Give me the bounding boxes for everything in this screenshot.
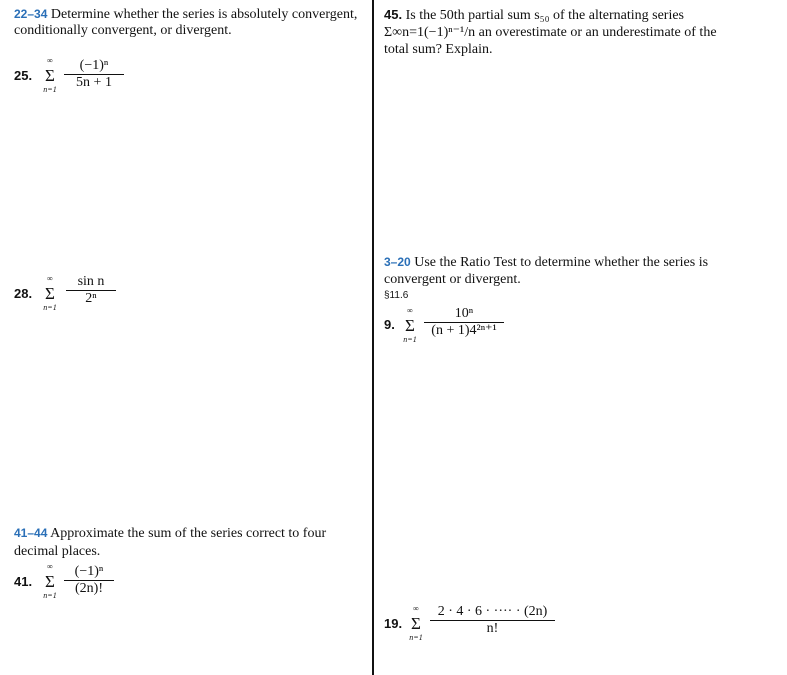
- numerator: (−1)ⁿ: [74, 564, 104, 579]
- column-divider: [372, 0, 374, 675]
- fraction: [64, 58, 124, 91]
- denominator: 2ⁿ: [85, 291, 97, 306]
- numerator: 10ⁿ: [454, 306, 474, 321]
- section-reference: §11.6: [384, 290, 409, 301]
- sum-lower-limit: n=1: [43, 591, 57, 600]
- denominator: n!: [486, 621, 499, 636]
- sum-upper-limit: ∞: [407, 306, 413, 315]
- section-range: 3–20: [384, 255, 411, 269]
- section-text: Use the Ratio Test to determine whether the series is convergent or divergent.: [384, 255, 709, 287]
- sum-upper-limit: ∞: [47, 562, 53, 571]
- problem-number: 45.: [384, 7, 403, 22]
- sum-upper-limit: ∞: [413, 604, 419, 613]
- sum-upper-limit: ∞: [47, 274, 53, 283]
- sum-lower-limit: n=1: [409, 633, 423, 642]
- section-range: 22–34: [14, 7, 48, 21]
- section-22-34-instructions: [14, 6, 364, 39]
- fraction: [430, 604, 555, 637]
- numerator: (−1)ⁿ: [79, 58, 109, 73]
- sum-upper-limit: ∞: [47, 56, 53, 65]
- sigma-symbol: Σ: [45, 572, 55, 591]
- denominator: 5n + 1: [76, 75, 112, 90]
- denominator: (2n)!: [75, 581, 103, 596]
- denominator: (n + 1)4²ⁿ⁺¹: [431, 323, 497, 338]
- section-41-44-instructions: [14, 524, 364, 561]
- fraction: [66, 274, 116, 307]
- problem-number: 25.: [14, 68, 33, 83]
- problem-number: 28.: [14, 286, 33, 301]
- problem-text: Is the 50th partial sum s₅₀ of the alternating series Σ∞n=1(−1)ⁿ⁻¹/n an overestimate or an underestimate of the total sum? Explain.: [384, 8, 717, 57]
- sigma-symbol: Σ: [45, 284, 55, 303]
- section-text: Determine whether the series is absolutely convergent, conditionally convergent, or divergent.: [14, 7, 358, 38]
- problem-number: 19.: [384, 616, 403, 631]
- problem-45: [384, 6, 729, 58]
- numerator: sin n: [77, 274, 105, 289]
- fraction: [64, 564, 114, 597]
- fraction: [424, 306, 504, 339]
- sigma-symbol: Σ: [405, 316, 415, 335]
- problem-number: 9.: [384, 317, 395, 332]
- sum-lower-limit: n=1: [43, 85, 57, 94]
- section-3-20-instructions: [384, 254, 729, 288]
- sigma-symbol: Σ: [411, 614, 421, 633]
- sum-lower-limit: n=1: [403, 335, 417, 344]
- sum-lower-limit: n=1: [43, 303, 57, 312]
- problem-number: 41.: [14, 574, 33, 589]
- sigma-symbol: Σ: [45, 66, 55, 85]
- section-text: Approximate the sum of the series correct to four decimal places.: [14, 526, 327, 559]
- numerator: 2 · 4 · 6 · ···· · (2n): [437, 604, 548, 619]
- section-range: 41–44: [14, 526, 48, 540]
